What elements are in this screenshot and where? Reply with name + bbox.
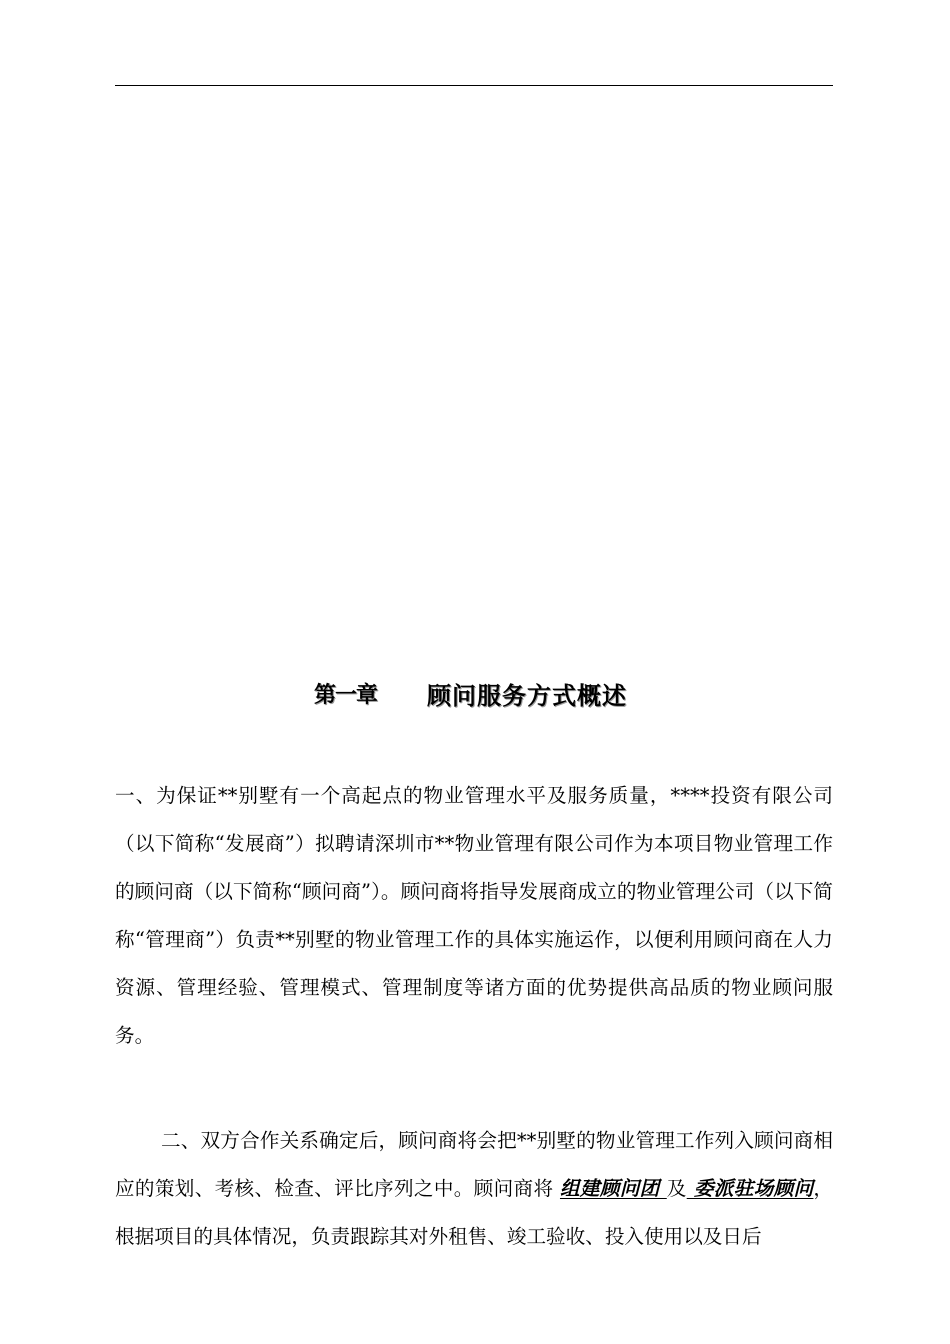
paragraph-2 [115, 1117, 833, 1317]
paragraph-2-text-1: 二、双方合作关系确定后，顾问商将会把**别墅的物业管理工作列入顾问商相应的策划、考核、检查、评比序列之中。顾问商将 [115, 1129, 833, 1200]
chapter-heading [0, 676, 950, 716]
emphasis-form-advisory-team: 组建顾问团 [559, 1177, 667, 1200]
chapter-title: 顾问服务方式概述 [427, 682, 627, 710]
paragraph-2-text-3: ，根据项目的具体情况，负责跟踪其对外租售、竣工验收、投入使用以及日后 [115, 1177, 834, 1248]
chapter-number: 第一章 [314, 683, 378, 708]
paragraph-1: 一、为保证**别墅有一个高起点的物业管理水平及服务质量，****投资有限公司（以下简称“发展商”）拟聘请深圳市**物业管理有限公司作为本项目物业管理工作的顾问商（以下简称“顾问商”）。顾问商将指导发展商成立的物业管理公司（以下简称“管理商”）负责**别墅的物业管理工作的具体实施运作，以便利用顾问商在人力资源、管理经验、管理模式、管理制度等诸方面的优势提供高品质的物业顾问服务。 [115, 784, 833, 1047]
paragraph-2-text-2: 及 [666, 1177, 687, 1200]
emphasis-dispatch-onsite-advisor: 委派驻场顾问 [686, 1177, 814, 1200]
header-rule [115, 85, 833, 86]
